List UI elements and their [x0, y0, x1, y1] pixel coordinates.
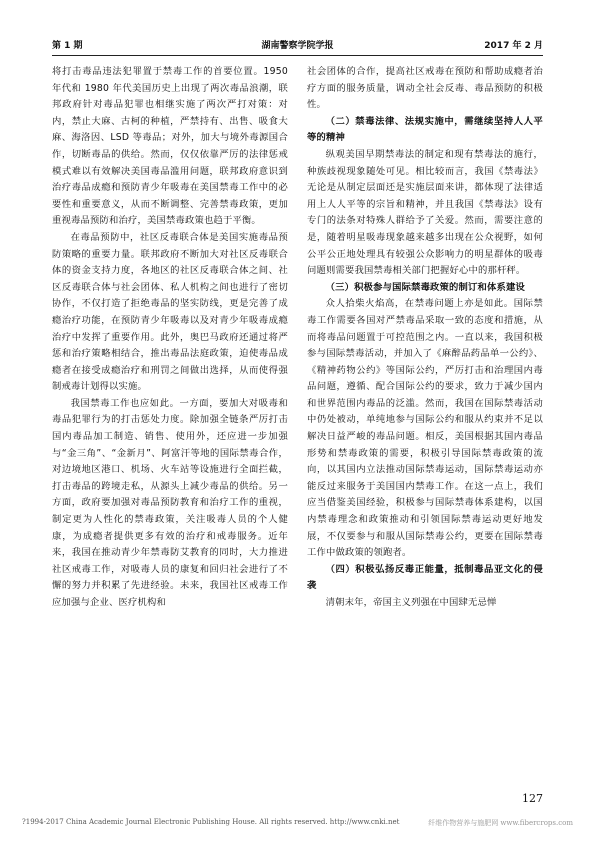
running-header: [52, 36, 543, 52]
journal-title: 湖南警察学院学报: [261, 40, 334, 51]
left-column: [52, 64, 288, 784]
paragraph: 在毒品预防中，社区反毒联合体是美国实施毒品预防策略的重要力量。联邦政府不断加大对社区反毒联合体的资金支持力度，各地区的社区反毒联合体之间、社区反毒联合体与社会团体、私人机构之间也进行了密切协作，不仅打造了拒绝毒品的坚实防线，更是完善了成瘾治疗功能，在预防青少年吸毒以及对青少年吸毒成瘾治疗中发挥了重要作用。此外，奥巴马政府还通过将严惩和治疗策略相结合，推出毒品法庭政策，迫使毒品成瘾者在接受成瘾治疗和刑罚之间做出选择，从而使得强制戒毒计划得以实施。: [52, 231, 288, 393]
issue-date: 2017 年 2 月: [484, 40, 543, 51]
section-heading: （四）积极弘扬反毒正能量，抵制毒品亚文化的侵袭: [307, 563, 543, 592]
footer: [22, 818, 573, 828]
header-rule: [52, 55, 543, 56]
copyright-notice: ?1994-2017 China Academic Journal Electronic Publishing House. All rights reserved. http://www.cnki.net: [22, 818, 400, 826]
paragraph: 众人拾柴火焰高，在禁毒问题上亦是如此。国际禁毒工作需要各国对严禁毒品采取一致的态度和措施，从而将毒品问题置于可控范围之内。一直以来，我国积极参与国际禁毒活动，并加入了《麻醉品药品单一公约》、《精神药物公约》等国际公约，严厉打击和治理国内毒品问题，遵循、配合国际公约的要求，致力于减少国内和世界范围内毒品的泛滥。然而，我国在国际禁毒活动中仍处被动，单纯地参与国际公约和服从约束并不足以解决日益严峻的毒品问题。相反，美国根据其国内毒品形势和禁毒政策的需要，积极引导国际禁毒政策的流向，以其国内立法推动国际禁毒运动，国际禁毒运动亦能反过来服务于美国国内禁毒工作。在这一点上，我们应当借鉴美国经验，积极参与国际禁毒体系建构，以国内禁毒理念和政策推动和引领国际禁毒运动更好地发展，不仅要参与和服从国际禁毒公约，更要在国际禁毒工作中做政策的领跑者。: [307, 298, 543, 559]
page-number: 127: [522, 792, 543, 805]
body-columns: [52, 64, 543, 784]
section-heading: （三）积极参与国际禁毒政策的制订和体系建设: [325, 281, 526, 293]
paragraph: 清朝末年，帝国主义列强在中国肆无忌惮: [325, 597, 497, 608]
paragraph: 将打击毒品违法犯罪置于禁毒工作的首要位置。1950 年代和 1980 年代美国历史上出现了两次毒品浪潮，联邦政府针对毒品犯罪也相继实施了两次严打对策：对内，禁止大麻、古柯的种植，严禁持有、出售、吸食大麻、海洛因、LSD 等毒品；对外，加大与境外毒源国合作，切断毒品的供给。然而，仅仅依靠严厉的法律惩戒模式难以有效解决美国毒品滥用问题，联邦政府意识到治疗毒品成瘾和预防青少年吸毒在美国禁毒工作中的必要性和重要意义，从而不断调整、完善禁毒政策，更加重视毒品预防和治疗，美国禁毒政策也趋于平衡。: [52, 66, 288, 227]
paragraph: 社会团体的合作，提高社区戒毒在预防和帮助成瘾者治疗方面的服务质量，调动全社会反毒、毒品预防的积极性。: [307, 66, 543, 111]
paragraph: 我国禁毒工作也应如此。一方面，要加大对吸毒和毒品犯罪行为的打击惩处力度。除加强全链条严厉打击国内毒品加工制造、销售、使用外，还应进一步加强与“金三角”、“金新月”、阿富汗等地的国际禁毒合作，对边境地区港口、机场、火车站等设施进行全面拦截，打击毒品的跨境走私，从源头上减少毒品的供给。另一方面，政府要加强对毒品预防教育和治疗工作的重视，制定更为人性化的禁毒政策，关注吸毒人员的个人健康，为成瘾者提供更多有效的治疗和戒毒服务。近年来，我国在推动青少年禁毒防艾教育的同时，大力推进社区戒毒工作，对吸毒人员的康复和回归社会进行了不懈的努力并积累了先进经验。未来，我国社区戒毒工作应加强与企业、医疗机构和: [52, 397, 288, 608]
right-column: [307, 64, 543, 784]
paragraph: 纵观美国早期禁毒法的制定和现有禁毒法的施行，种族歧视现象随处可见。相比较而言，我国《禁毒法》无论是从制定层面还是实施层面来讲，都体现了法律适用上人人平等的宗旨和精神，并且我国《禁毒法》设有专门的法条对特殊人群给予了关爱。然而，需要注意的是，随着明星吸毒现象越来越多出现在公众视野，如何公平公正地处理具有较强公众影响力的明星群体的吸毒问题则需要我国禁毒相关部门把握好心中的那杆秤。: [307, 148, 543, 277]
issue-label: 第 1 期: [52, 40, 83, 51]
watermark: 纤维作物营养与施肥网 www.fibercrops.com: [428, 819, 573, 827]
section-heading: （二）禁毒法律、法规实施中，需继续坚持人人平等的精神: [307, 115, 543, 144]
